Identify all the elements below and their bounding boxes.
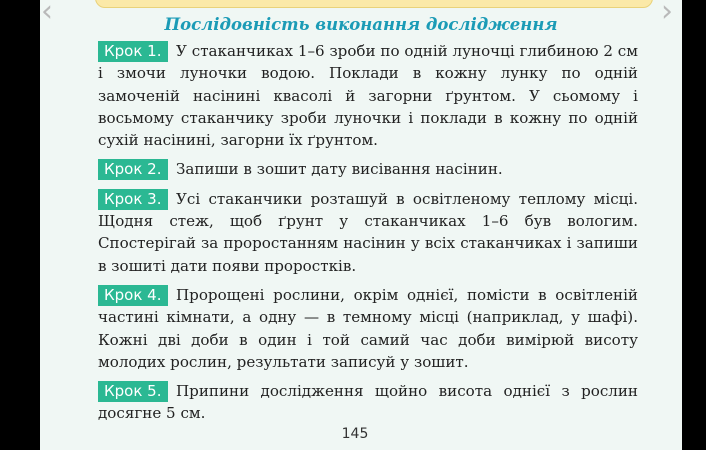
chevron-right-icon[interactable]: › (661, 0, 673, 29)
step-text: Припини дослідження щойно висота однієї з рослин досягне 5 см. (98, 382, 638, 423)
step-text: У стаканчиках 1–6 зроби по одній луночці глибиною 2 см і змочи луночки водою. Поклади в кожну лунку по одній замоченій насінині квасолі й загорни ґрунтом. У сьомому і восьмому стаканчику зроби луночки і поклади в кожну по одній сухій насінині, загорни їх ґрунтом. (98, 42, 638, 150)
step-list (98, 40, 638, 432)
step-3 (98, 188, 638, 277)
page-number: 145 (341, 426, 369, 442)
step-badge: Крок 4. (98, 285, 168, 306)
step-badge: Крок 2. (98, 159, 168, 180)
step-2 (98, 158, 638, 180)
step-text: Усі стаканчики розташуй в освітленому теплому місці. Щодня стеж, щоб ґрунт у стаканчиках 1–6 був вологим. Спостерігай за проростанням насінин у всіх стаканчиках і запиши в зошиті дати появи проростків. (98, 189, 638, 275)
top-banner (95, 0, 653, 8)
step-badge: Крок 3. (98, 189, 168, 210)
step-5 (98, 380, 638, 425)
step-text: Пророщені рослини, окрім однієї, помісти в освітленій частині кімнати, а одну — в темному місці (наприклад, у шафі). Кожні дві доби в один і той самий час доби вимірюй висоту молодих рослин, результати записуй у зошит. (98, 285, 638, 371)
chevron-left-icon[interactable]: ‹ (41, 0, 53, 29)
step-badge: Крок 5. (98, 381, 168, 402)
step-text: Запиши в зошит дату висівання насінин. (176, 160, 503, 179)
step-badge: Крок 1. (98, 41, 168, 62)
step-4 (98, 284, 638, 373)
step-1 (98, 40, 638, 151)
section-title: Послідовність виконання дослідження (164, 15, 558, 34)
